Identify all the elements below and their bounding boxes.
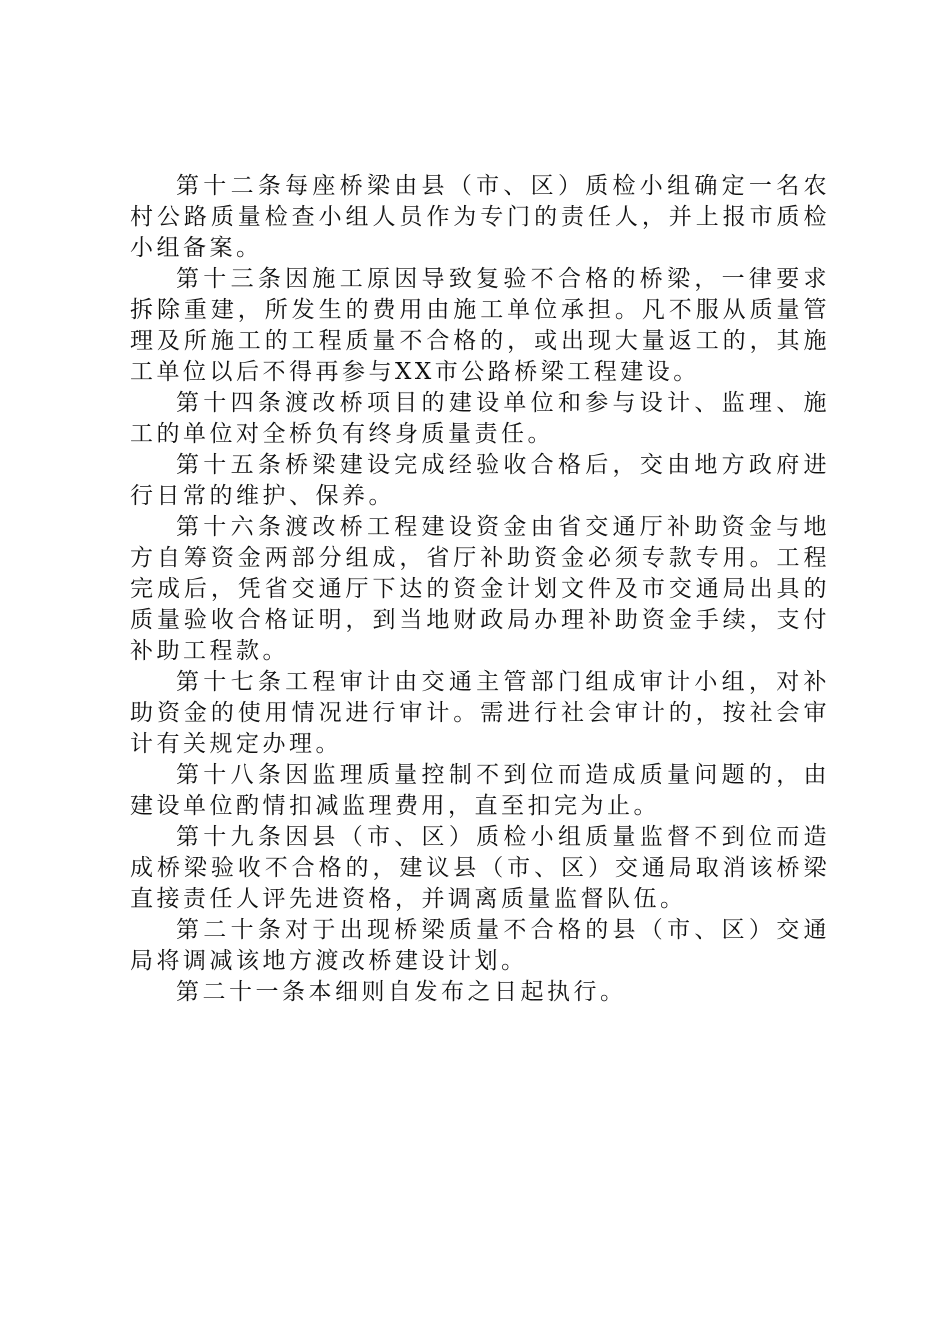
article-19-paragraph: 第十九条因县（市、区）质检小组质量监督不到位而造成桥梁验收不合格的，建议县（市、区）交通局取消该桥梁直接责任人评先进资格，并调离质量监督队伍。 (130, 824, 830, 912)
article-16-paragraph: 第十六条渡改桥工程建设资金由省交通厅补助资金与地方自筹资金两部分组成，省厅补助资金必须专款专用。工程完成后，凭省交通厅下达的资金计划文件及市交通局出具的质量验收合格证明，到当地财政局办理补助资金手续，支付补助工程款。 (130, 514, 830, 664)
article-12-paragraph: 第十二条每座桥梁由县（市、区）质检小组确定一名农村公路质量检查小组人员作为专门的责任人，并上报市质检小组备案。 (130, 173, 830, 261)
document-body (130, 171, 830, 1008)
article-13-paragraph: 第十三条因施工原因导致复验不合格的桥梁，一律要求拆除重建，所发生的费用由施工单位承担。凡不服从质量管理及所施工的工程质量不合格的，或出现大量返工的，其施工单位以后不得再参与XX市公路桥梁工程建设。 (130, 266, 830, 385)
article-15-paragraph: 第十五条桥梁建设完成经验收合格后，交由地方政府进行日常的维护、保养。 (130, 452, 830, 509)
article-14-paragraph: 第十四条渡改桥项目的建设单位和参与设计、监理、施工的单位对全桥负有终身质量责任。 (130, 390, 830, 447)
article-20-paragraph: 第二十条对于出现桥梁质量不合格的县（市、区）交通局将调减该地方渡改桥建设计划。 (130, 917, 830, 974)
article-17-paragraph: 第十七条工程审计由交通主管部门组成审计小组，对补助资金的使用情况进行审计。需进行社会审计的，按社会审计有关规定办理。 (130, 669, 830, 757)
article-18-paragraph: 第十八条因监理质量控制不到位而造成质量问题的，由建设单位酌情扣减监理费用，直至扣完为止。 (130, 762, 830, 819)
article-21-paragraph: 第二十一条本细则自发布之日起执行。 (176, 979, 627, 1005)
